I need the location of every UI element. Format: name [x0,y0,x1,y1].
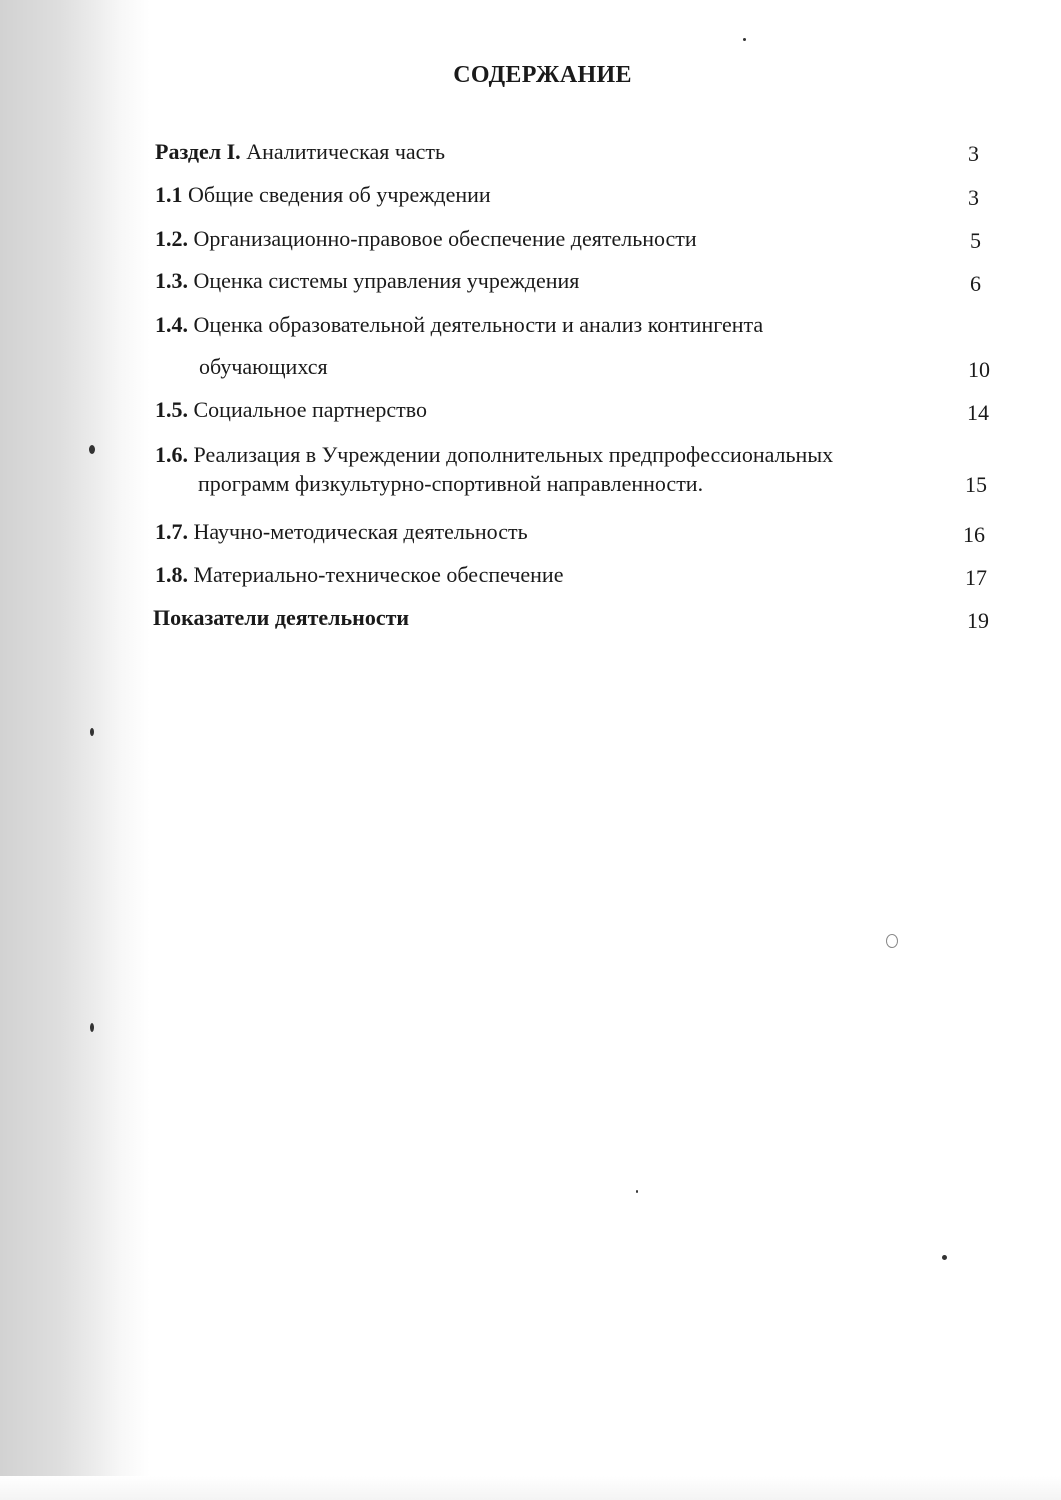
toc-entry-label: Аналитическая часть [246,139,446,164]
scan-speck [636,1190,638,1193]
toc-entry-label: Показатели деятельности [153,605,410,630]
toc-entry-number: 1.2. [155,226,188,251]
toc-entry-continuation: программ физкультурно-спортивной направленности. [198,471,704,496]
toc-entry-1-7 [155,519,528,545]
page-title: СОДЕРЖАНИЕ [453,62,632,88]
toc-entry-page: 3 [968,141,979,166]
toc-entry-page: 5 [970,228,981,253]
toc-entry-continuation: обучающихся [199,354,328,379]
toc-entry-page: 16 [963,522,985,547]
toc-entry-indicators [153,605,409,631]
toc-entry-1-2 [155,226,697,252]
scan-speck [90,728,94,736]
scan-speck [942,1255,947,1260]
toc-entry-1-5 [155,397,427,423]
toc-entry-number: 1.7. [155,519,188,544]
toc-entry-1-8 [155,562,563,588]
toc-entry-label: Оценка системы управления учреждения [193,268,580,293]
toc-entry-number: 1.6. [155,442,188,467]
toc-entry-number: 1.3. [155,268,188,293]
toc-entry-label: Реализация в Учреждении дополнительных предпрофессиональных [193,442,834,467]
toc-entry-page: 14 [967,400,989,425]
toc-entry-page: 10 [968,357,990,382]
toc-entry-page: 19 [967,608,989,633]
scan-speck [90,1023,94,1032]
toc-entry-1-6 [155,442,833,468]
toc-entry-section-1 [155,139,445,165]
toc-entry-number: Раздел I. [155,139,241,164]
scan-edge [0,1476,1061,1500]
toc-entry-label: Организационно-правовое обеспечение деятельности [193,226,697,251]
scan-speck [886,934,898,948]
toc-entry-label: Социальное партнерство [193,397,428,422]
scan-shadow [0,0,150,1500]
toc-entry-label: Материально-техническое обеспечение [193,562,564,587]
scan-speck [743,38,746,41]
toc-entry-label: Общие сведения об учреждении [188,182,491,207]
toc-entry-label: Оценка образовательной деятельности и анализ контингента [193,312,764,337]
toc-entry-1-3 [155,268,579,294]
scan-speck [89,445,95,454]
toc-entry-page: 15 [965,472,987,497]
toc-entry-label: Научно-методическая деятельность [193,519,528,544]
toc-entry-number: 1.5. [155,397,188,422]
toc-entry-number: 1.4. [155,312,188,337]
toc-entry-page: 6 [970,271,981,296]
toc-entry-number: 1.8. [155,562,188,587]
toc-entry-number: 1.1 [155,182,183,207]
toc-entry-page: 17 [965,565,987,590]
toc-entry-1-4 [155,312,763,338]
toc-entry-1-1 [155,182,491,208]
toc-entry-page: 3 [968,185,979,210]
